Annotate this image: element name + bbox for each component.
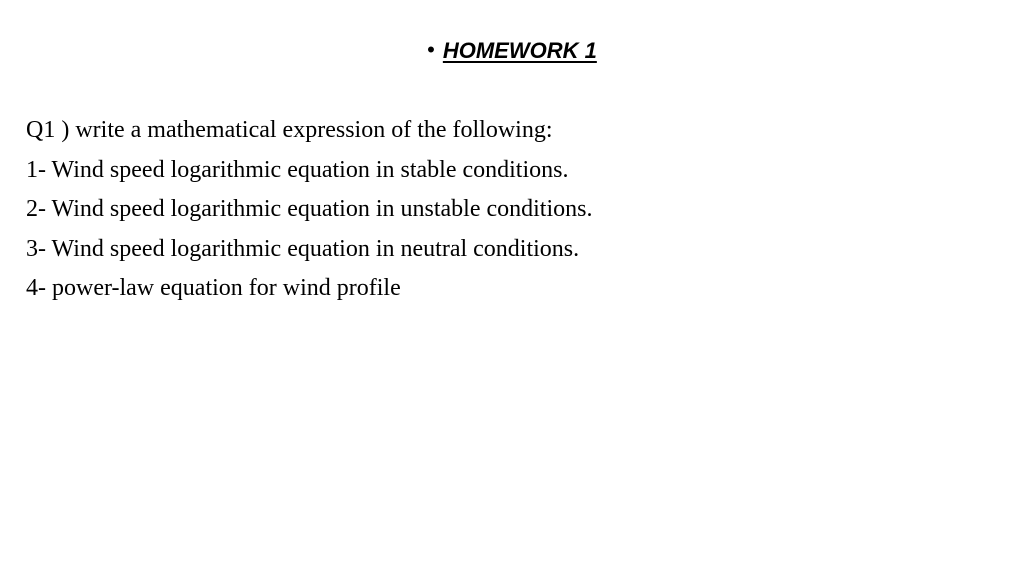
- question-line: Q1 ) write a mathematical expression of the following:: [26, 117, 553, 143]
- list-item: 3- Wind speed logarithmic equation in neutral conditions.: [26, 235, 580, 262]
- list-item: 4- power-law equation for wind profile: [26, 275, 401, 301]
- title-text: HOMEWORK 1: [442, 38, 597, 63]
- list-item: 1- Wind speed logarithmic equation in stable conditions.: [26, 156, 569, 183]
- bullet-icon: •: [427, 37, 435, 62]
- slide-title: [0, 36, 1024, 66]
- list-item: 2- Wind speed logarithmic equation in unstable conditions.: [26, 196, 593, 222]
- slide-body: [26, 114, 986, 312]
